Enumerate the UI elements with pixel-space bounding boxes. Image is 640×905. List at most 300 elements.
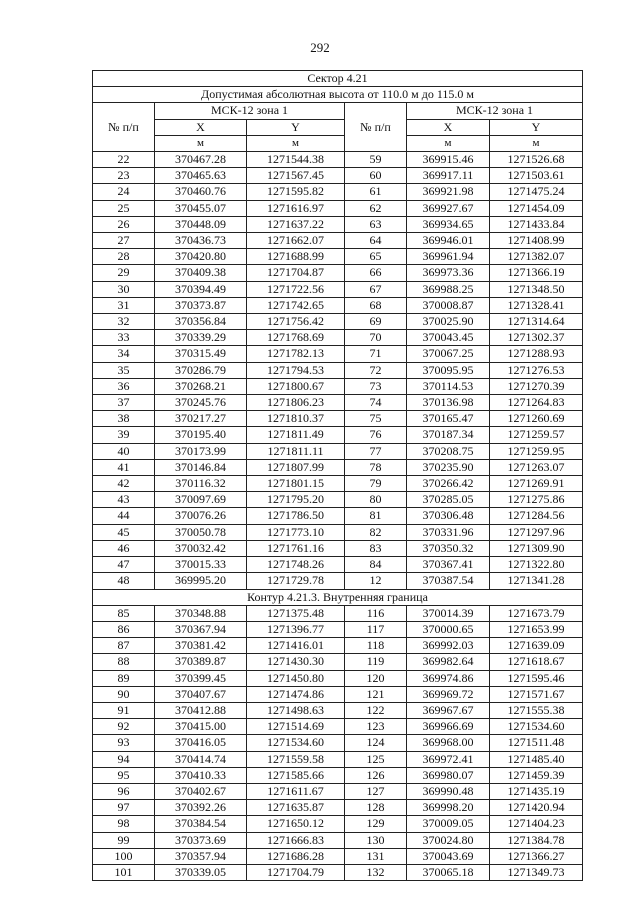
table-row [93, 152, 583, 168]
y-right: 1271284.56 [490, 508, 583, 524]
table-row [93, 800, 583, 816]
y-left: 1271544.38 [247, 152, 345, 168]
table-row [93, 330, 583, 346]
point-number-right: 116 [345, 605, 407, 621]
y-right: 1271366.19 [490, 265, 583, 281]
table-row [93, 573, 583, 589]
y-left: 1271810.37 [247, 411, 345, 427]
y-left: 1271534.60 [247, 735, 345, 751]
x-right: 370000.65 [407, 621, 490, 637]
point-number-right: 68 [345, 297, 407, 313]
point-number-left: 97 [93, 800, 155, 816]
x-left: 370412.88 [155, 702, 247, 718]
y-right: 1271349.73 [490, 864, 583, 880]
x-right: 370165.47 [407, 411, 490, 427]
table-row [93, 816, 583, 832]
table-row [93, 427, 583, 443]
point-number-right: 76 [345, 427, 407, 443]
point-number-right: 74 [345, 395, 407, 411]
y-right: 1271503.61 [490, 168, 583, 184]
y-right: 1271511.48 [490, 735, 583, 751]
unit-y-left: м [247, 135, 345, 151]
point-number-right: 59 [345, 152, 407, 168]
point-number-left: 96 [93, 783, 155, 799]
point-number-right: 132 [345, 864, 407, 880]
y-right: 1271341.28 [490, 573, 583, 589]
table-row [93, 362, 583, 378]
point-number-right: 127 [345, 783, 407, 799]
point-number-left: 47 [93, 557, 155, 573]
y-left: 1271742.65 [247, 297, 345, 313]
x-right: 369980.07 [407, 767, 490, 783]
table-row [93, 864, 583, 880]
y-left: 1271811.11 [247, 443, 345, 459]
x-left: 370415.00 [155, 719, 247, 735]
x-left: 370465.63 [155, 168, 247, 184]
x-right: 369972.41 [407, 751, 490, 767]
y-left: 1271416.01 [247, 638, 345, 654]
x-left: 370409.38 [155, 265, 247, 281]
point-number-left: 25 [93, 200, 155, 216]
y-right: 1271309.90 [490, 540, 583, 556]
x-right: 370350.32 [407, 540, 490, 556]
table-row [93, 702, 583, 718]
y-right: 1271571.67 [490, 686, 583, 702]
point-number-left: 93 [93, 735, 155, 751]
x-right: 370187.34 [407, 427, 490, 443]
height-range-row [93, 87, 583, 103]
sector-title-row [93, 71, 583, 87]
y-left: 1271650.12 [247, 816, 345, 832]
x-left: 370460.76 [155, 184, 247, 200]
x-left: 370455.07 [155, 200, 247, 216]
header-row-units [93, 135, 583, 151]
point-number-right: 122 [345, 702, 407, 718]
table-row [93, 605, 583, 621]
point-number-left: 100 [93, 848, 155, 864]
x-right: 370114.53 [407, 378, 490, 394]
y-left: 1271375.48 [247, 605, 345, 621]
point-number-right: 117 [345, 621, 407, 637]
x-left: 370367.94 [155, 621, 247, 637]
point-number-left: 88 [93, 654, 155, 670]
point-number-left: 89 [93, 670, 155, 686]
x-left: 370116.32 [155, 476, 247, 492]
point-number-left: 39 [93, 427, 155, 443]
x-right: 369988.25 [407, 281, 490, 297]
x-left: 370384.54 [155, 816, 247, 832]
point-number-right: 123 [345, 719, 407, 735]
y-right: 1271639.09 [490, 638, 583, 654]
height-range: Допустимая абсолютная высота от 110.0 м до 115.0 м [93, 87, 583, 103]
table-row [93, 378, 583, 394]
point-number-left: 24 [93, 184, 155, 200]
y-right: 1271302.37 [490, 330, 583, 346]
y-left: 1271704.79 [247, 864, 345, 880]
y-right: 1271408.99 [490, 233, 583, 249]
table-row [93, 411, 583, 427]
sector-title: Сектор 4.21 [93, 71, 583, 87]
point-number-left: 27 [93, 233, 155, 249]
table-row [93, 783, 583, 799]
table-row [93, 767, 583, 783]
x-left: 369995.20 [155, 573, 247, 589]
y-left: 1271786.50 [247, 508, 345, 524]
point-number-right: 69 [345, 314, 407, 330]
y-left: 1271782.13 [247, 346, 345, 362]
point-number-right: 129 [345, 816, 407, 832]
table-row [93, 168, 583, 184]
header-crs-left: МСК-12 зона 1 [155, 103, 345, 119]
table-row [93, 751, 583, 767]
x-right: 369974.86 [407, 670, 490, 686]
y-right: 1271269.91 [490, 476, 583, 492]
y-left: 1271722.56 [247, 281, 345, 297]
x-right: 369969.72 [407, 686, 490, 702]
point-number-right: 61 [345, 184, 407, 200]
point-number-left: 33 [93, 330, 155, 346]
point-number-left: 29 [93, 265, 155, 281]
point-number-right: 130 [345, 832, 407, 848]
y-left: 1271756.42 [247, 314, 345, 330]
x-right: 369990.48 [407, 783, 490, 799]
point-number-left: 94 [93, 751, 155, 767]
y-left: 1271611.67 [247, 783, 345, 799]
x-left: 370436.73 [155, 233, 247, 249]
x-left: 370032.42 [155, 540, 247, 556]
table-row [93, 654, 583, 670]
x-left: 370097.69 [155, 492, 247, 508]
coordinates-table [92, 70, 583, 881]
x-left: 370373.69 [155, 832, 247, 848]
header-number-left: № п/п [93, 103, 155, 152]
point-number-left: 92 [93, 719, 155, 735]
point-number-right: 78 [345, 459, 407, 475]
x-left: 370173.99 [155, 443, 247, 459]
point-number-right: 63 [345, 216, 407, 232]
x-left: 370420.80 [155, 249, 247, 265]
x-left: 370245.76 [155, 395, 247, 411]
point-number-left: 23 [93, 168, 155, 184]
point-number-right: 62 [345, 200, 407, 216]
table-row [93, 395, 583, 411]
x-left: 370195.40 [155, 427, 247, 443]
y-left: 1271567.45 [247, 168, 345, 184]
point-number-left: 41 [93, 459, 155, 475]
x-right: 369967.67 [407, 702, 490, 718]
y-right: 1271260.69 [490, 411, 583, 427]
table-row [93, 459, 583, 475]
y-right: 1271534.60 [490, 719, 583, 735]
x-right: 370235.90 [407, 459, 490, 475]
point-number-right: 128 [345, 800, 407, 816]
x-left: 370399.45 [155, 670, 247, 686]
x-left: 370392.26 [155, 800, 247, 816]
table-row [93, 557, 583, 573]
point-number-right: 124 [345, 735, 407, 751]
x-left: 370389.87 [155, 654, 247, 670]
point-number-left: 34 [93, 346, 155, 362]
point-number-left: 99 [93, 832, 155, 848]
x-left: 370467.28 [155, 152, 247, 168]
x-left: 370357.94 [155, 848, 247, 864]
x-right: 369927.67 [407, 200, 490, 216]
y-right: 1271275.86 [490, 492, 583, 508]
header-row-axes [93, 119, 583, 135]
table-row [93, 265, 583, 281]
y-right: 1271618.67 [490, 654, 583, 670]
y-right: 1271382.07 [490, 249, 583, 265]
point-number-left: 46 [93, 540, 155, 556]
point-number-left: 38 [93, 411, 155, 427]
y-left: 1271396.77 [247, 621, 345, 637]
table-row [93, 281, 583, 297]
y-right: 1271263.07 [490, 459, 583, 475]
x-left: 370356.84 [155, 314, 247, 330]
table-row [93, 832, 583, 848]
point-number-left: 87 [93, 638, 155, 654]
point-number-right: 125 [345, 751, 407, 767]
x-right: 369982.64 [407, 654, 490, 670]
point-number-left: 85 [93, 605, 155, 621]
header-x-left: X [155, 119, 247, 135]
table-row [93, 621, 583, 637]
header-x-right: X [407, 119, 490, 135]
x-left: 370146.84 [155, 459, 247, 475]
point-number-left: 90 [93, 686, 155, 702]
point-number-right: 81 [345, 508, 407, 524]
table-row [93, 297, 583, 313]
x-right: 370065.18 [407, 864, 490, 880]
y-right: 1271459.39 [490, 767, 583, 783]
x-left: 370315.49 [155, 346, 247, 362]
y-left: 1271595.82 [247, 184, 345, 200]
y-right: 1271328.41 [490, 297, 583, 313]
x-left: 370348.88 [155, 605, 247, 621]
x-right: 370136.98 [407, 395, 490, 411]
y-left: 1271807.99 [247, 459, 345, 475]
x-right: 369973.36 [407, 265, 490, 281]
y-left: 1271795.20 [247, 492, 345, 508]
x-left: 370268.21 [155, 378, 247, 394]
x-right: 370025.90 [407, 314, 490, 330]
point-number-right: 66 [345, 265, 407, 281]
y-right: 1271288.93 [490, 346, 583, 362]
x-right: 370095.95 [407, 362, 490, 378]
y-left: 1271498.63 [247, 702, 345, 718]
table-row [93, 638, 583, 654]
point-number-right: 80 [345, 492, 407, 508]
x-right: 369966.69 [407, 719, 490, 735]
y-right: 1271485.40 [490, 751, 583, 767]
x-right: 370387.54 [407, 573, 490, 589]
point-number-right: 126 [345, 767, 407, 783]
point-number-right: 71 [345, 346, 407, 362]
y-left: 1271704.87 [247, 265, 345, 281]
y-right: 1271297.96 [490, 524, 583, 540]
y-right: 1271384.78 [490, 832, 583, 848]
x-left: 370373.87 [155, 297, 247, 313]
y-left: 1271474.86 [247, 686, 345, 702]
table-row [93, 492, 583, 508]
y-left: 1271794.53 [247, 362, 345, 378]
y-right: 1271555.38 [490, 702, 583, 718]
y-left: 1271806.23 [247, 395, 345, 411]
x-left: 370217.27 [155, 411, 247, 427]
point-number-right: 70 [345, 330, 407, 346]
table-row [93, 200, 583, 216]
point-number-right: 131 [345, 848, 407, 864]
point-number-left: 98 [93, 816, 155, 832]
x-right: 369915.46 [407, 152, 490, 168]
point-number-left: 26 [93, 216, 155, 232]
point-number-left: 22 [93, 152, 155, 168]
y-right: 1271404.23 [490, 816, 583, 832]
point-number-left: 31 [93, 297, 155, 313]
y-left: 1271800.67 [247, 378, 345, 394]
header-y-left: Y [247, 119, 345, 135]
y-left: 1271761.16 [247, 540, 345, 556]
table-row [93, 476, 583, 492]
x-right: 370024.80 [407, 832, 490, 848]
y-right: 1271653.99 [490, 621, 583, 637]
y-left: 1271514.69 [247, 719, 345, 735]
page-number: 292 [310, 40, 330, 55]
x-right: 370043.45 [407, 330, 490, 346]
y-left: 1271450.80 [247, 670, 345, 686]
y-left: 1271729.78 [247, 573, 345, 589]
point-number-left: 37 [93, 395, 155, 411]
point-number-right: 119 [345, 654, 407, 670]
point-number-right: 82 [345, 524, 407, 540]
x-right: 370043.69 [407, 848, 490, 864]
x-right: 369946.01 [407, 233, 490, 249]
y-right: 1271366.27 [490, 848, 583, 864]
point-number-right: 118 [345, 638, 407, 654]
y-left: 1271666.83 [247, 832, 345, 848]
y-left: 1271559.58 [247, 751, 345, 767]
x-right: 369968.00 [407, 735, 490, 751]
x-right: 370266.42 [407, 476, 490, 492]
point-number-left: 91 [93, 702, 155, 718]
x-left: 370339.05 [155, 864, 247, 880]
x-left: 370050.78 [155, 524, 247, 540]
table-row [93, 540, 583, 556]
x-right: 370067.25 [407, 346, 490, 362]
table-row [93, 314, 583, 330]
point-number-left: 42 [93, 476, 155, 492]
x-left: 370381.42 [155, 638, 247, 654]
point-number-left: 48 [93, 573, 155, 589]
y-left: 1271585.66 [247, 767, 345, 783]
header-crs-right: МСК-12 зона 1 [407, 103, 583, 119]
y-right: 1271435.19 [490, 783, 583, 799]
point-number-right: 64 [345, 233, 407, 249]
x-right: 369934.65 [407, 216, 490, 232]
y-left: 1271811.49 [247, 427, 345, 443]
point-number-right: 83 [345, 540, 407, 556]
y-right: 1271420.94 [490, 800, 583, 816]
contour-title-row [93, 589, 583, 605]
x-right: 369921.98 [407, 184, 490, 200]
table-row [93, 508, 583, 524]
y-right: 1271276.53 [490, 362, 583, 378]
y-right: 1271526.68 [490, 152, 583, 168]
point-number-right: 77 [345, 443, 407, 459]
point-number-right: 67 [345, 281, 407, 297]
x-right: 370306.48 [407, 508, 490, 524]
x-right: 370014.39 [407, 605, 490, 621]
point-number-left: 45 [93, 524, 155, 540]
point-number-right: 75 [345, 411, 407, 427]
table-row [93, 735, 583, 751]
x-left: 370076.26 [155, 508, 247, 524]
x-left: 370410.33 [155, 767, 247, 783]
table-row [93, 249, 583, 265]
table-row [93, 216, 583, 232]
point-number-left: 95 [93, 767, 155, 783]
y-left: 1271688.99 [247, 249, 345, 265]
y-right: 1271314.64 [490, 314, 583, 330]
y-right: 1271595.46 [490, 670, 583, 686]
x-right: 369992.03 [407, 638, 490, 654]
point-number-left: 32 [93, 314, 155, 330]
y-right: 1271433.84 [490, 216, 583, 232]
y-left: 1271748.26 [247, 557, 345, 573]
y-left: 1271637.22 [247, 216, 345, 232]
x-left: 370394.49 [155, 281, 247, 297]
x-right: 370285.05 [407, 492, 490, 508]
header-y-right: Y [490, 119, 583, 135]
point-number-left: 35 [93, 362, 155, 378]
point-number-left: 101 [93, 864, 155, 880]
contour-title: Контур 4.21.3. Внутренняя граница [93, 589, 583, 605]
point-number-left: 44 [93, 508, 155, 524]
y-left: 1271635.87 [247, 800, 345, 816]
point-number-left: 36 [93, 378, 155, 394]
unit-y-right: м [490, 135, 583, 151]
x-left: 370448.09 [155, 216, 247, 232]
point-number-right: 120 [345, 670, 407, 686]
y-left: 1271686.28 [247, 848, 345, 864]
x-right: 370208.75 [407, 443, 490, 459]
point-number-right: 79 [345, 476, 407, 492]
y-right: 1271264.83 [490, 395, 583, 411]
table-row [93, 670, 583, 686]
y-left: 1271430.30 [247, 654, 345, 670]
x-left: 370286.79 [155, 362, 247, 378]
point-number-right: 73 [345, 378, 407, 394]
point-number-right: 121 [345, 686, 407, 702]
x-left: 370339.29 [155, 330, 247, 346]
table-row [93, 686, 583, 702]
point-number-right: 72 [345, 362, 407, 378]
point-number-right: 12 [345, 573, 407, 589]
point-number-right: 60 [345, 168, 407, 184]
y-right: 1271348.50 [490, 281, 583, 297]
x-right: 370009.05 [407, 816, 490, 832]
x-right: 370367.41 [407, 557, 490, 573]
point-number-left: 43 [93, 492, 155, 508]
table-row [93, 719, 583, 735]
y-left: 1271773.10 [247, 524, 345, 540]
x-right: 369961.94 [407, 249, 490, 265]
header-row-crs [93, 103, 583, 119]
table-row [93, 233, 583, 249]
x-right: 370331.96 [407, 524, 490, 540]
y-left: 1271616.97 [247, 200, 345, 216]
point-number-right: 65 [345, 249, 407, 265]
